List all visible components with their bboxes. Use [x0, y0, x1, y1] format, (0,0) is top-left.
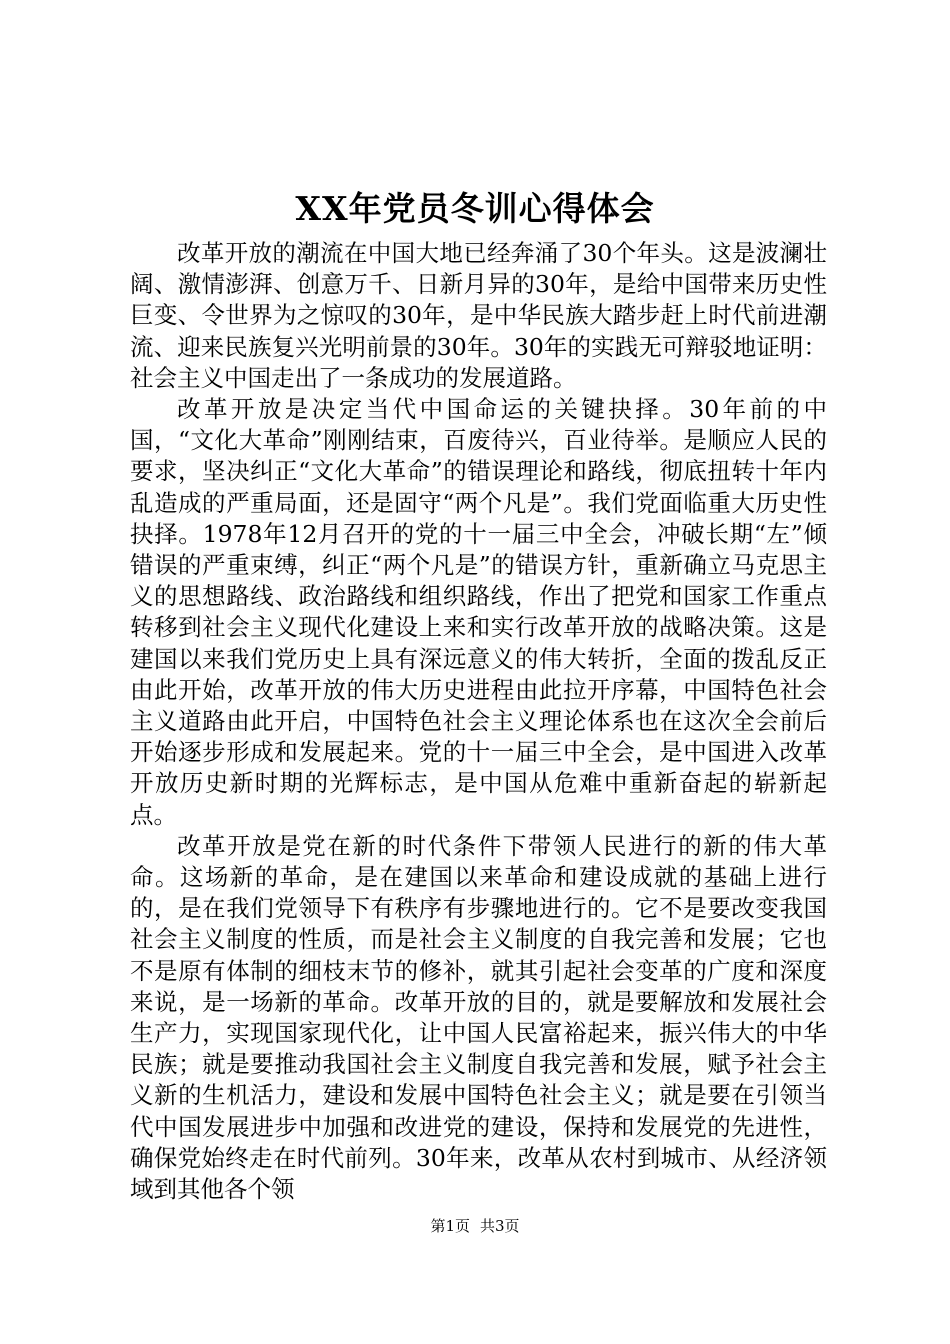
document-body	[130, 238, 827, 1205]
page-footer	[0, 1214, 950, 1238]
paragraph: 改革开放是党在新的时代条件下带领人民进行的新的伟大革命。这场新的革命，是在建国以来革命和建设成就的基础上进行的，是在我们党领导下有秩序有步骤地进行的。它不是要改变我国社会主义制度的性质，而是社会主义制度的自我完善和发展；它也不是原有体制的细枝末节的修补，就其引起社会变革的广度和深度来说，是一场新的革命。改革开放的目的，就是要解放和发展社会生产力，实现国家现代化，让中国人民富裕起来，振兴伟大的中华民族；就是要推动我国社会主义制度自我完善和发展，赋予社会主义新的生机活力，建设和发展中国特色社会主义；就是要在引领当代中国发展进步中加强和改进党的建设，保持和发展党的先进性，确保党始终走在时代前列。30年来，改革从农村到城市、从经济领域到其他各个领	[130, 831, 827, 1204]
document-title: XX年党员冬训心得体会	[295, 189, 655, 228]
page-total: 共3页	[480, 1217, 520, 1235]
page-number: 第1页	[430, 1217, 470, 1235]
paragraph: 改革开放是决定当代中国命运的关键抉择。30年前的中国，“文化大革命”刚刚结束，百废待兴，百业待举。是顺应人民的要求，坚决纠正“文化大革命”的错误理论和路线，彻底扭转十年内乱造成的严重局面，还是固守“两个凡是”。我们党面临重大历史性抉择。1978年12月召开的党的十一届三中全会，冲破长期“左”倾错误的严重束缚，纠正“两个凡是”的错误方针，重新确立马克思主义的思想路线、政治路线和组织路线，作出了把党和国家工作重点转移到社会主义现代化建设上来和实行改革开放的战略决策。这是建国以来我们党历史上具有深远意义的伟大转折，全面的拨乱反正由此开始，改革开放的伟大历史进程由此拉开序幕，中国特色社会主义道路由此开启，中国特色社会主义理论体系也在这次全会前后开始逐步形成和发展起来。党的十一届三中全会，是中国进入改革开放历史新时期的光辉标志，是中国从危难中重新奋起的崭新起点。	[130, 395, 827, 829]
paragraph: 改革开放的潮流在中国大地已经奔涌了30个年头。这是波澜壮阔、激情澎湃、创意万千、日新月异的30年，是给中国带来历史性巨变、令世界为之惊叹的30年，是中华民族大踏步赶上时代前进潮流、迎来民族复兴光明前景的30年。30年的实践无可辩驳地证明：社会主义中国走出了一条成功的发展道路。	[130, 239, 827, 392]
